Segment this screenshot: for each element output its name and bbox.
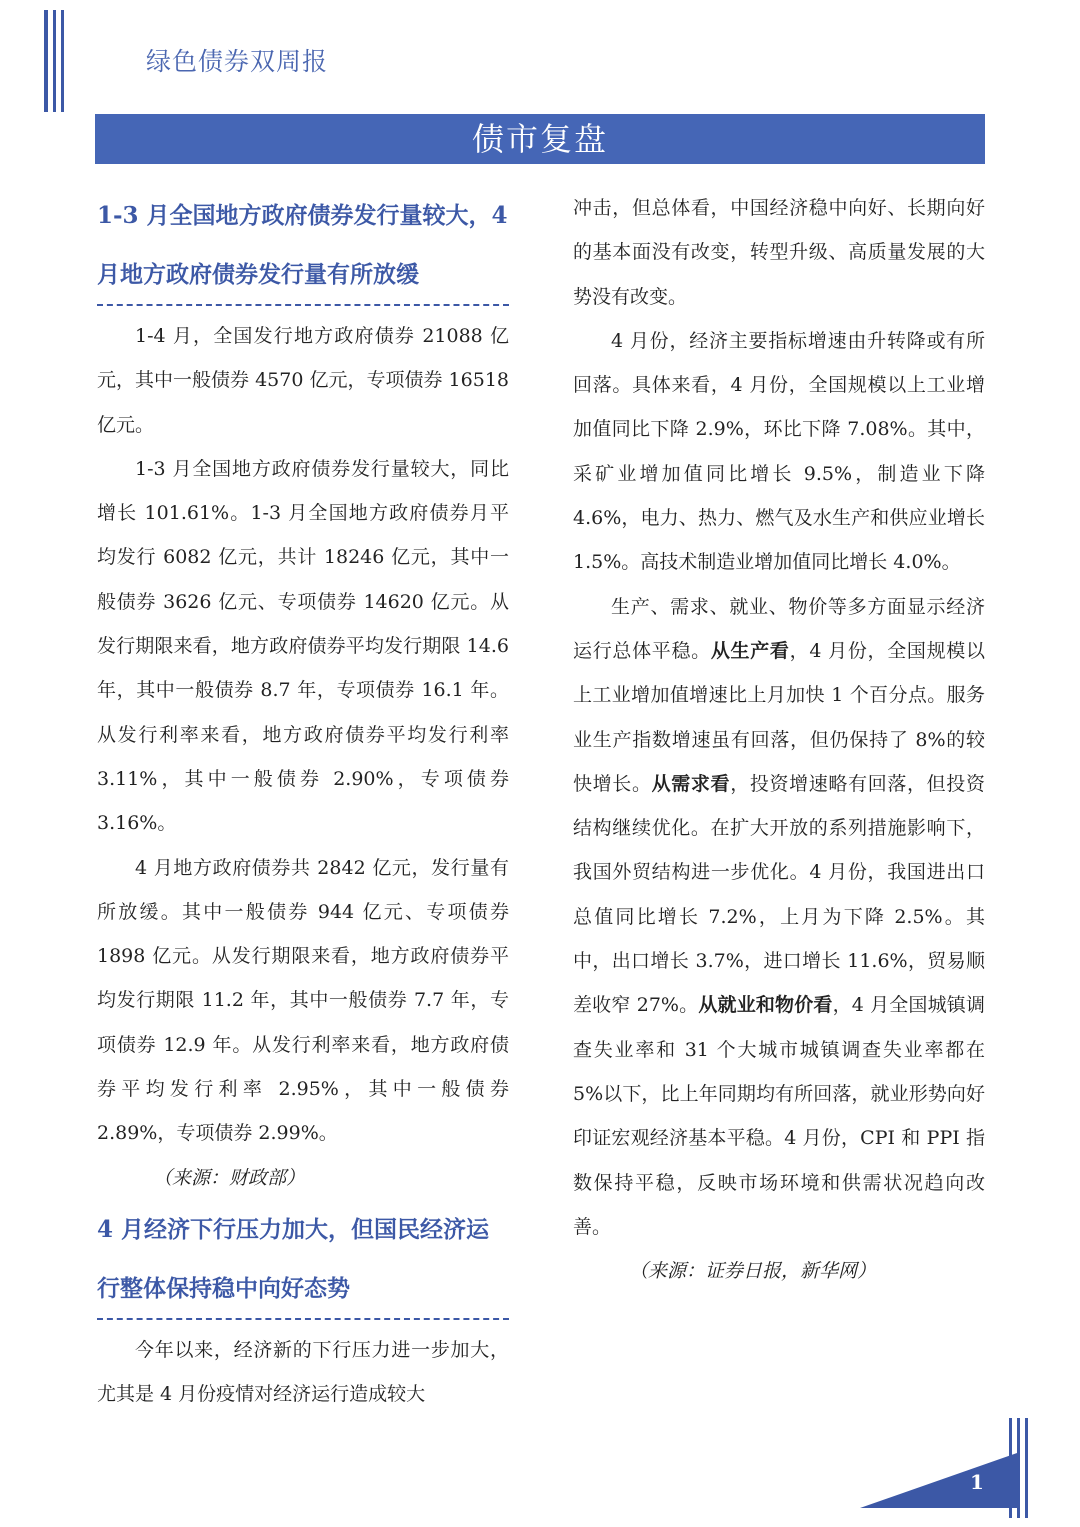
paragraph: 冲击，但总体看，中国经济稳中向好、长期向好的基本面没有改变，转型升级、高质量发展的大势没有改变。 [573, 197, 985, 308]
bold-phrase: 从就业和物价看 [698, 994, 833, 1017]
page-number-triangle [860, 1452, 1020, 1508]
paragraph: 1-4 月，全国发行地方政府债券 21088 亿元，其中一般债券 4570 亿元，专项债券 16518 亿元。 [97, 325, 509, 436]
text-run: ，4 月份，全国规模以上工业增加值增速比上月加快 1 个百分点。服务业生产指数增速虽有回落，但仍保持了 8%的较快增长。 [573, 639, 985, 795]
article-heading-2: 4 月经济下行压力加大，但国民经济运行整体保持稳中向好态势 [97, 1215, 490, 1302]
bold-phrase: 从生产看 [710, 639, 790, 662]
paragraph: 4 月份，经济主要指标增速由升转降或有所回落。具体来看，4 月份，全国规模以上工业增加值同比下降 2.9%，环比下降 7.08%。其中，采矿业增加值同比增长 9.5%，制造业下降 4.6%，电力、热力、燃气及水生产和供应业增长 1.5%。高技术制造业增加值同比增长 4.0%。 [573, 329, 985, 574]
left-column [97, 186, 509, 1416]
text-run: ，投资增速略有回落，但投资结构继续优化。在扩大开放的系列措施影响下，我国外贸结构进一步优化。4 月份，我国进出口总值同比增长 7.2%，上月为下降 2.5%。其中，出口增长 3.7%，进口增长 11.6%，贸易顺差收窄 27%。 [573, 772, 985, 1017]
section-banner: 债市复盘 [95, 114, 985, 164]
publication-title: 绿色债券双周报 [146, 47, 329, 76]
article-heading-1: 1-3 月全国地方政府债券发行量较大，4 月地方政府债券发行量有所放缓 [97, 202, 508, 288]
paragraph: 1-3 月全国地方政府债券发行量较大，同比增长 101.61%。1-3 月全国地方政府债券月平均发行 6082 亿元，共计 18246 亿元，其中一般债券 3626 亿元、专项债券 14620 亿元。从发行期限来看，地方政府债券平均发行期限 14.6 年，其中一般债券 8.7 年，专项债券 16.1 年。从发行利率来看，地方政府债券平均发行利率 3.11%，其中一般债券 2.90%，专项债券 3.16%。 [97, 457, 509, 835]
paragraph [573, 585, 985, 1249]
paragraph: 今年以来，经济新的下行压力进一步加大，尤其是 4 月份疫情对经济运行造成较大 [97, 1338, 509, 1405]
heading-divider [97, 304, 509, 306]
source-note: （来源：证券日报，新华网） [629, 1260, 877, 1283]
paragraph: 4 月地方政府债券共 2842 亿元，发行量有所放缓。其中一般债券 944 亿元、专项债券 1898 亿元。从发行期限来看，地方政府债券平均发行期限 11.2 年，其中一般债券 7.7 年，专项债券 12.9 年。从发行利率来看，地方政府债券平均发行利率 2.95%，其中一般债券 2.89%，专项债券 2.99%。 [97, 856, 509, 1145]
source-note: （来源：财政部） [153, 1166, 306, 1189]
bold-phrase: 从需求看 [651, 772, 731, 795]
heading-divider [97, 1318, 509, 1320]
text-run: ，4 月全国城镇调查失业率和 31 个大城市城镇调查失业率都在 5%以下，比上年同期均有所回落，就业形势向好印证宏观经济基本平稳。4 月份，CPI 和 PPI 指数保持平稳，反映市场环境和供需状况趋向改善。 [573, 994, 985, 1238]
right-column [573, 186, 985, 1293]
header-decoration-lines [44, 10, 64, 112]
text-run: 生产、需求、就业、物价等多方面显示经济运行总体平稳。 [573, 595, 985, 662]
page-number: 1 [970, 1470, 984, 1494]
